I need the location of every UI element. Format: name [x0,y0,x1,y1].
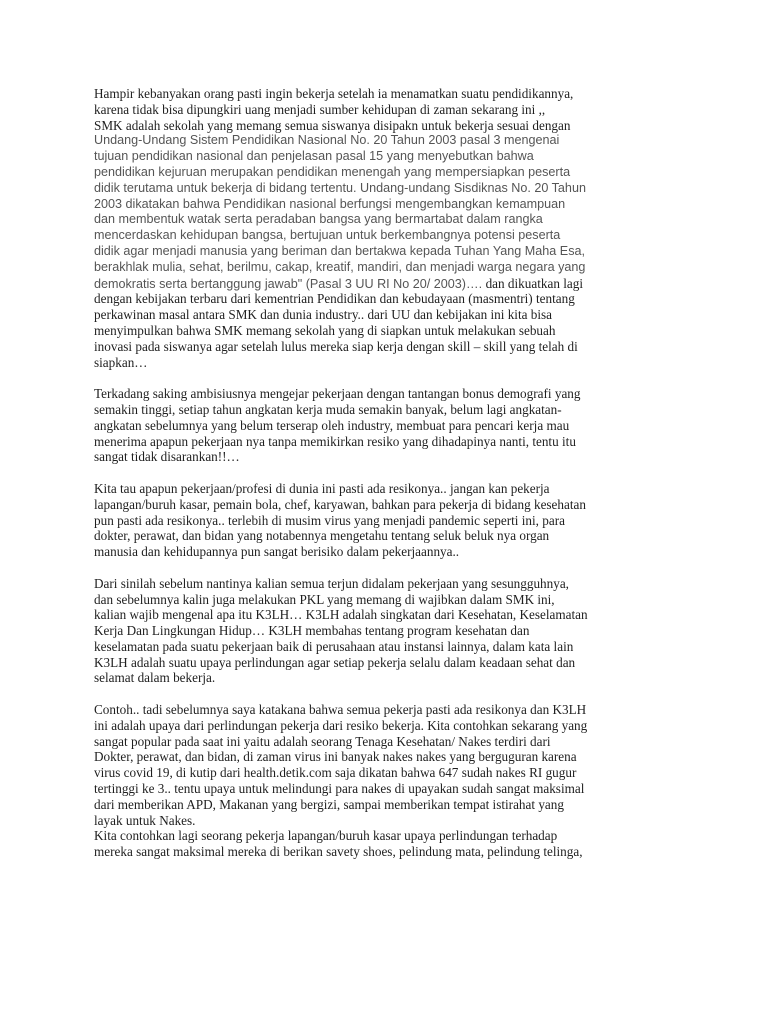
paragraph-spacer [94,560,674,576]
line-text: berakhlak mulia, sehat, berilmu, cakap, kreatif, mandiri, dan menjadi warga negara yang [94,259,586,274]
line-text: didik agar menjadi manusia yang beriman dan bertakwa kepada Tuhan Yang Maha Esa, [94,243,586,258]
paragraph-spacer [94,370,674,386]
line-text: 2003 dikatakan bahwa Pendidikan nasional berfungsi mengembangkan kemampuan [94,196,566,211]
text-line [94,260,674,276]
line-text: demokratis serta bertanggung jawab" (Pasal 3 UU RI No 20/ 2003)…. [94,276,486,291]
line-text: sangat tidak disarankan!!… [94,449,240,465]
line-text: dan sebelumnya kalin juga melakukan PKL yang memang di wajibkan dalam SMK ini, [94,591,555,607]
line-text: Undang-Undang Sistem Pendidikan Nasional No. 20 Tahun 2003 pasal 3 mengenai [94,133,560,148]
line-text: Hampir kebanyakan orang pasti ingin bekerja setelah ia menamatkan suatu pendidikannya, [94,86,574,101]
text-line [94,323,674,339]
paragraph [94,481,674,560]
line-text: perkawinan masal antara SMK dan dunia industry.. dari UU dan kebijakan ini kita bisa [94,307,553,323]
document-page [94,86,674,860]
line-text: Kita tau apapun pekerjaan/profesi di dunia ini pasti ada resikonya.. jangan kan pekerja [94,480,550,496]
text-line [94,497,674,513]
text-line [94,355,674,371]
line-text: dari memberikan APD, Makanan yang bergizi, sampai memberikan tempat istirahat yang [94,796,564,812]
line-text: siapkan… [94,354,148,370]
text-line [94,607,674,623]
paragraph-spacer [94,686,674,702]
line-text: Terkadang saking ambisiusnya mengejar pekerjaan dengan tantangan bonus demografi yang [94,386,581,402]
line-text: pun pasti ada resikonya.. terlebih di musim virus yang menjadi pandemic seperti ini, para [94,512,565,528]
line-text: selamat dalam bekerja. [94,670,216,686]
text-line [94,228,674,244]
text-line [94,702,674,718]
text-line [94,797,674,813]
text-line [94,592,674,608]
paragraph [94,576,674,687]
text-line [94,781,674,797]
line-text: ini adalah upaya dari perlindungan pekerja dari resiko bekerja. Kita contohkan sekarang yang [94,717,588,733]
text-line [94,181,674,197]
text-line [94,244,674,260]
line-text: mereka sangat maksimal mereka di berikan savety shoes, pelindung mata, pelindung telinga, [94,844,583,860]
text-line [94,307,674,323]
paragraph [94,386,674,465]
line-text: inovasi pada siswanya agar setelah lulus mereka siap kerja dengan skill – skill yang telah di [94,338,578,354]
line-text: SMK adalah sekolah yang memang semua siswanya disipakn untuk bekerja sesuai dengan [94,117,571,133]
text-line [94,623,674,639]
text-line [94,749,674,765]
text-line [94,118,674,134]
line-text: dengan kebijakan terbaru dari kementrian Pendidikan dan kebudayaan (masmentri) tentang [94,291,575,307]
text-line [94,212,674,228]
text-line [94,291,674,307]
line-text: keselamatan pada suatu pekerjaan baik di perusahaan atau instansi lainnya, dalam kata lain [94,638,574,654]
text-line [94,165,674,181]
line-text: dokter, perawat, dan bidan yang notabennya mengetahu tentang seluk beluk nya organ [94,528,550,544]
line-text: manusia dan kehidupannya pun sangat berisiko dalam pekerjaannya.. [94,544,460,560]
text-line [94,418,674,434]
text-line [94,197,674,213]
text-line [94,386,674,402]
line-text: tertinggi ke 3.. tentu upaya untuk melindungi para nakes di upayakan sudah sangat maksimal [94,781,585,797]
line-tail-text: dan dikuatkan lagi [485,275,583,291]
text-line [94,339,674,355]
line-text: K3LH adalah suatu upaya perlindungan agar setiap pekerja selalu dalam keadaan sehat dan [94,654,576,670]
line-text: Dokter, perawat, dan bidan, di zaman virus ini banyak nakes nakes yang berguguran karena [94,749,577,765]
line-text: Kerja Dan Lingkungan Hidup… K3LH membahas tentang program kesehatan dan [94,623,530,639]
line-text: angkatan sebelumnya yang belum terserap oleh industry, membuat para pencari kerja mau [94,417,570,433]
line-text: tujuan pendidikan nasional dan penjelasan pasal 15 yang menyebutkan bahwa [94,149,534,164]
paragraph [94,702,674,860]
line-text: Dari sinilah sebelum nantinya kalian semua terjun didalam pekerjaan yang sesungguhnya, [94,575,569,591]
line-text: kalian wajib mengenal apa itu K3LH… K3LH adalah singkatan dari Kesehatan, Keselamatan [94,607,588,623]
text-line [94,513,674,529]
text-line [94,102,674,118]
text-line [94,828,674,844]
text-line [94,639,674,655]
text-line [94,481,674,497]
text-line [94,86,674,102]
line-text: didik terutama untuk bekerja di bidang tertentu. Undang-undang Sisdiknas No. 20 Tahun [94,180,586,195]
line-text: mencerdaskan kehidupan bangsa, bertujuan untuk berkembangnya potensi peserta [94,228,561,243]
text-line [94,402,674,418]
text-line [94,765,674,781]
paragraph [94,86,674,370]
text-line [94,655,674,671]
text-line [94,449,674,465]
text-line [94,544,674,560]
line-text: menerima apapun pekerjaan nya tanpa memikirkan resiko yang dihadapinya nanti, tentu itu [94,433,576,449]
text-line [94,149,674,165]
line-text: virus covid 19, di kutip dari health.detik.com saja dikatan bahwa 647 sudah nakes RI gugur [94,765,577,781]
text-line [94,813,674,829]
line-text: Contoh.. tadi sebelumnya saya katakana bahwa semua pekerja pasti ada resikonya dan K3LH [94,702,587,718]
text-line [94,276,674,292]
line-text: karena tidak bisa dipungkiri uang menjadi sumber kehidupan di zaman sekarang ini ,, [94,101,546,117]
line-text: pendidikan kejuruan merupakan pendidikan menengah yang mempersiapkan peserta [94,164,571,179]
text-line [94,734,674,750]
line-text: semakin tinggi, setiap tahun angkatan kerja muda semakin banyak, belum lagi angkatan- [94,401,562,417]
line-text: layak untuk Nakes. [94,812,196,828]
line-text: lapangan/buruh kasar, pemain bola, chef, karyawan, bahkan para pekerja di bidang kesehatan [94,496,586,512]
line-text: sangat popular pada saat ini yaitu adalah seorang Tenaga Kesehatan/ Nakes terdiri dari [94,733,551,749]
line-text: Kita contohkan lagi seorang pekerja lapangan/buruh kasar upaya perlindungan terhadap [94,828,558,844]
text-line [94,670,674,686]
text-line [94,844,674,860]
text-line [94,528,674,544]
line-text: dan membentuk watak serta peradaban bangsa yang bermartabat dalam rangka [94,212,543,227]
text-line [94,576,674,592]
line-text: menyimpulkan bahwa SMK memang sekolah yang di siapkan untuk melakukan sebuah [94,322,556,338]
text-line [94,718,674,734]
text-line [94,133,674,149]
text-line [94,434,674,450]
paragraph-spacer [94,465,674,481]
